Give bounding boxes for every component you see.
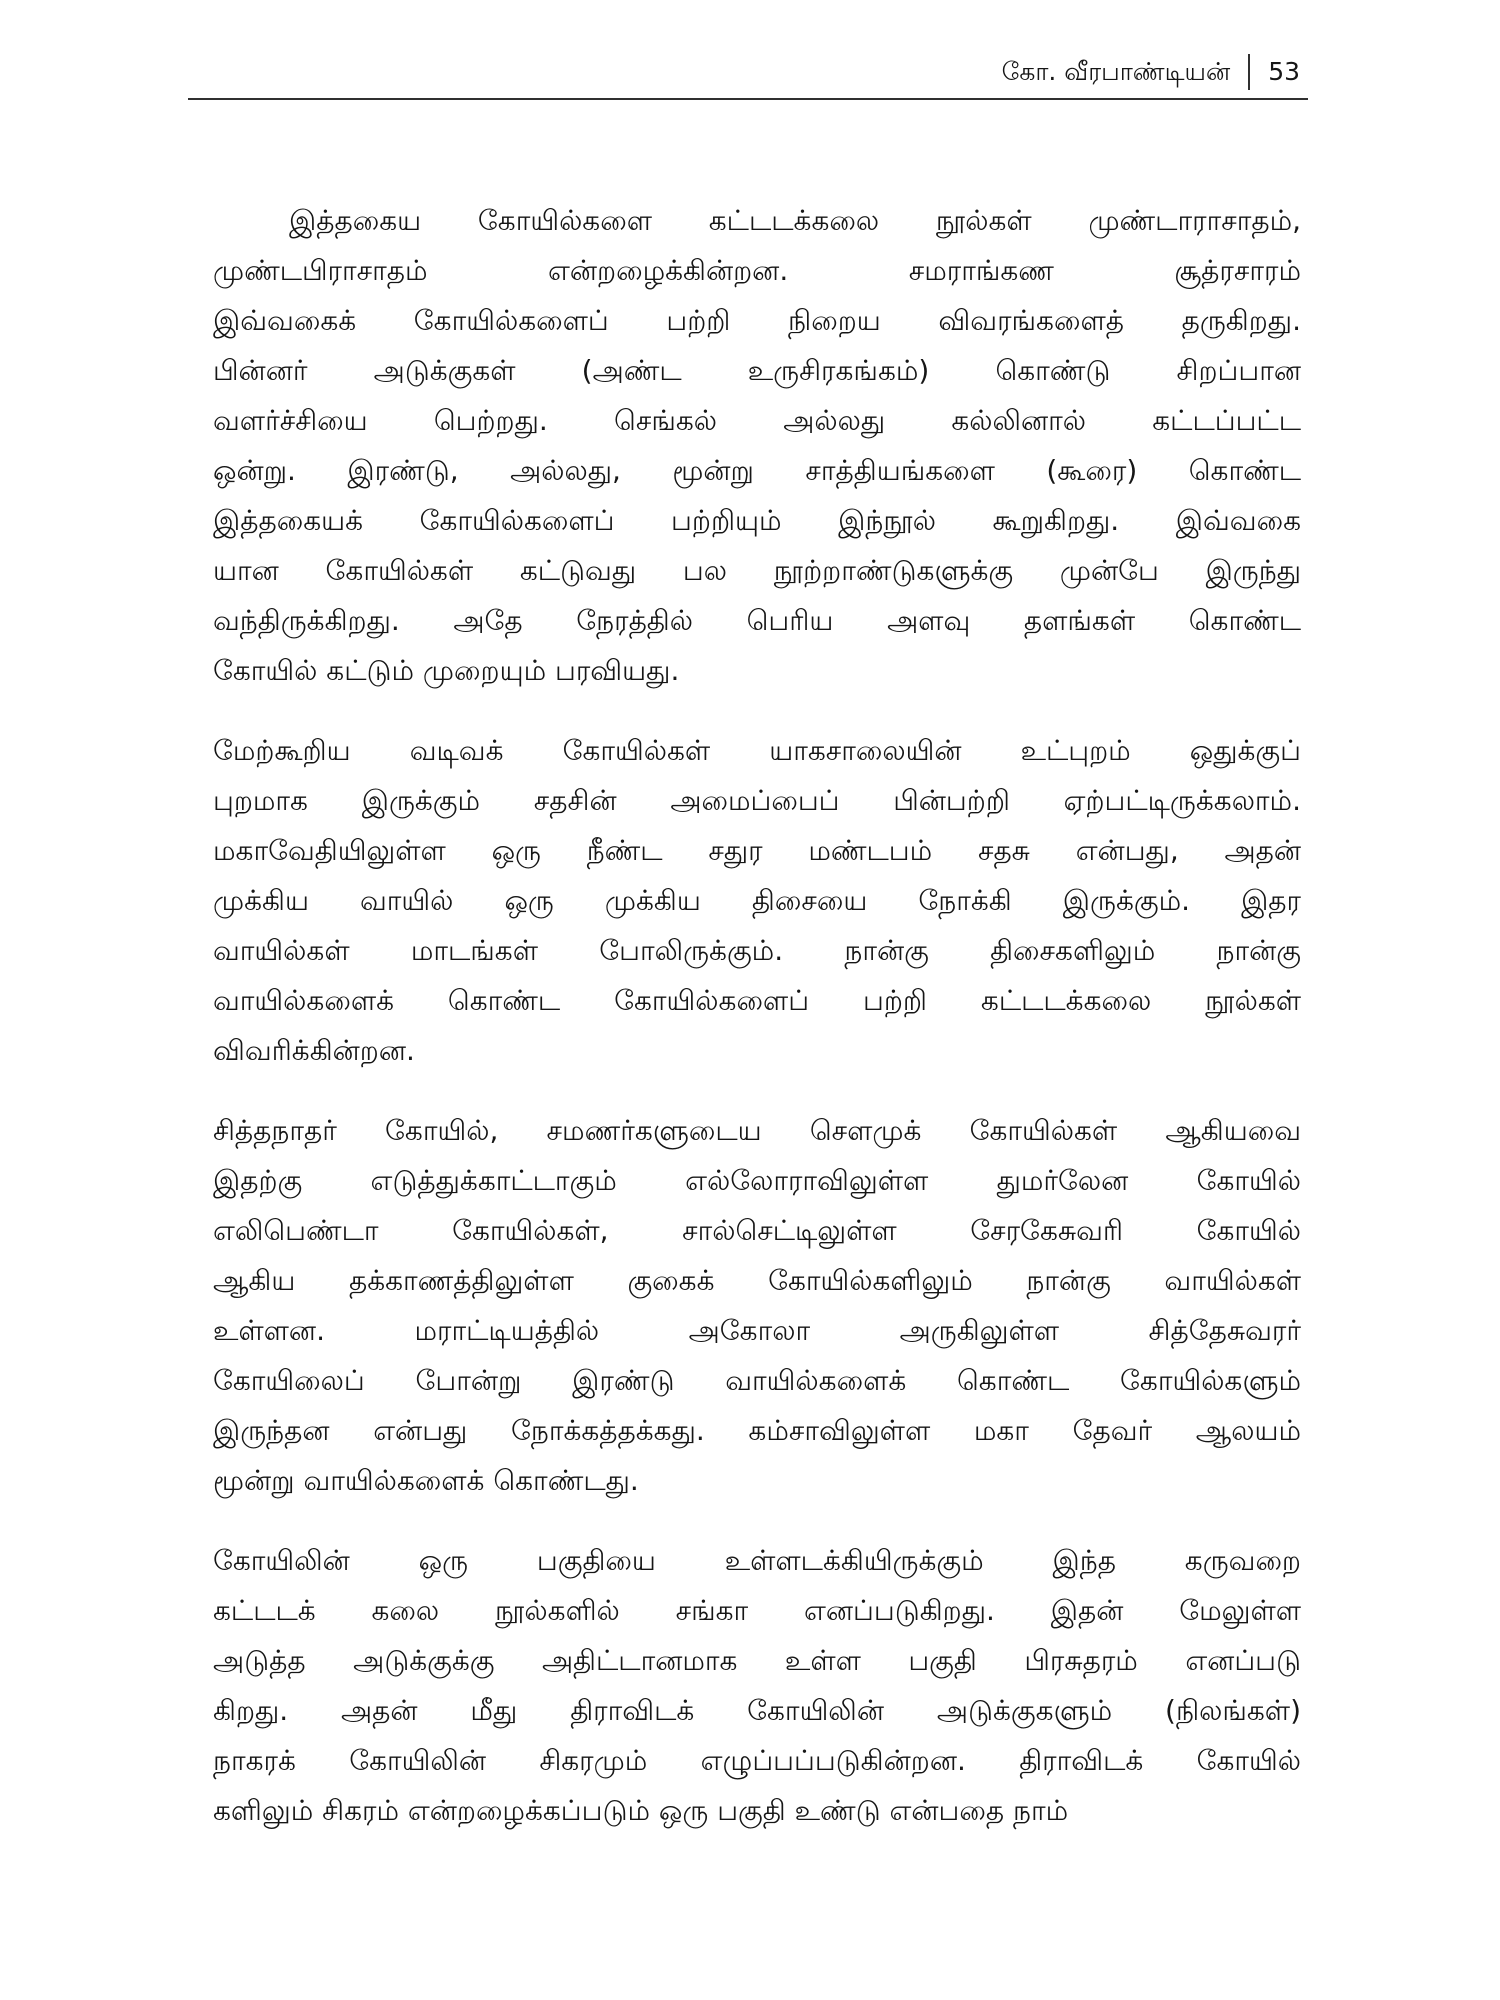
text-line: பின்னர் அடுக்குகள் (அண்ட உருசிரகங்கம்) கொண்டு சிறப்பான [213, 354, 1301, 387]
text-line: களிலும் சிகரம் என்றழைக்கப்படும் ஒரு பகுதி உண்டு என்பதை நாம் [213, 1794, 1069, 1827]
paragraph [213, 196, 1301, 696]
text-line: ஒன்று. இரண்டு, அல்லது, மூன்று சாத்தியங்களை (கூரை) கொண்ட [213, 454, 1301, 487]
paragraph-list [213, 196, 1301, 1836]
text-line: இவ்வகைக் கோயில்களைப் பற்றி நிறைய விவரங்களைத் தருகிறது. [213, 304, 1301, 337]
text-line: முண்டபிராசாதம் என்றழைக்கின்றன. சமராங்கண சூத்ரசாரம் [213, 254, 1301, 287]
text-line: யான கோயில்கள் கட்டுவது பல நூற்றாண்டுகளுக்கு முன்பே இருந்து [213, 554, 1301, 587]
text-line: நாகரக் கோயிலின் சிகரமும் எழுப்பப்படுகின்றன. திராவிடக் கோயில் [213, 1744, 1301, 1777]
text-line: வந்திருக்கிறது. அதே நேரத்தில் பெரிய அளவு தளங்கள் கொண்ட [213, 604, 1301, 637]
running-header [188, 48, 1308, 100]
text-line: இருந்தன என்பது நோக்கத்தக்கது. கம்சாவிலுள்ள மகா தேவர் ஆலயம் [213, 1414, 1301, 1447]
text-line: வாயில்கள் மாடங்கள் போலிருக்கும். நான்கு திசைகளிலும் நான்கு [213, 934, 1301, 967]
text-line: கிறது. அதன் மீது திராவிடக் கோயிலின் அடுக்குகளும் (நிலங்கள்) [213, 1694, 1301, 1727]
text-line: அடுத்த அடுக்குக்கு அதிட்டானமாக உள்ள பகுதி பிரசுதரம் எனப்படு [213, 1644, 1301, 1677]
author-name: கோ. வீரபாண்டியன் [1001, 57, 1231, 86]
text-line: உள்ளன. மராட்டியத்தில் அகோலா அருகிலுள்ள சித்தேசுவரர் [213, 1314, 1301, 1347]
text-line: மூன்று வாயில்களைக் கொண்டது. [213, 1464, 639, 1497]
text-line: இதற்கு எடுத்துக்காட்டாகும் எல்லோராவிலுள்ள துமர்லேன கோயில் [213, 1164, 1301, 1197]
page-body [213, 196, 1301, 1866]
paragraph [213, 1536, 1301, 1836]
paragraph [213, 726, 1301, 1076]
text-line: விவரிக்கின்றன. [213, 1034, 415, 1067]
text-line: இத்தகைய கோயில்களை கட்டடக்கலை நூல்கள் முண்டாராசாதம், [289, 204, 1301, 237]
text-line: கோயிலைப் போன்று இரண்டு வாயில்களைக் கொண்ட கோயில்களும் [213, 1364, 1301, 1397]
text-line: கோயில் கட்டும் முறையும் பரவியது. [213, 654, 680, 687]
text-line: ஆகிய தக்காணத்திலுள்ள குகைக் கோயில்களிலும் நான்கு வாயில்கள் [213, 1264, 1301, 1297]
text-line: மேற்கூறிய வடிவக் கோயில்கள் யாகசாலையின் உட்புறம் ஒதுக்குப் [213, 734, 1301, 767]
page-number: 53 [1268, 57, 1300, 86]
text-line: இத்தகையக் கோயில்களைப் பற்றியும் இந்நூல் கூறுகிறது. இவ்வகை [213, 504, 1301, 537]
text-line: மகாவேதியிலுள்ள ஒரு நீண்ட சதுர மண்டபம் சதசு என்பது, அதன் [213, 834, 1301, 867]
text-line: வளர்ச்சியை பெற்றது. செங்கல் அல்லது கல்லினால் கட்டப்பட்ட [213, 404, 1301, 437]
text-line: புறமாக இருக்கும் சதசின் அமைப்பைப் பின்பற்றி ஏற்பட்டிருக்கலாம். [213, 784, 1301, 817]
header-right-group [1002, 54, 1300, 90]
text-line: எலிபெண்டா கோயில்கள், சால்செட்டிலுள்ள சேரகேசுவரி கோயில் [213, 1214, 1301, 1247]
text-line: சித்தநாதர் கோயில், சமணர்களுடைய சௌமுக் கோயில்கள் ஆகியவை [213, 1114, 1301, 1147]
text-line: முக்கிய வாயில் ஒரு முக்கிய திசையை நோக்கி இருக்கும். இதர [213, 884, 1301, 917]
text-line: கோயிலின் ஒரு பகுதியை உள்ளடக்கியிருக்கும் இந்த கருவறை [213, 1544, 1301, 1577]
paragraph [213, 1106, 1301, 1506]
text-line: வாயில்களைக் கொண்ட கோயில்களைப் பற்றி கட்டடக்கலை நூல்கள் [213, 984, 1301, 1017]
text-line: கட்டடக் கலை நூல்களில் சங்கா எனப்படுகிறது. இதன் மேலுள்ள [213, 1594, 1301, 1627]
